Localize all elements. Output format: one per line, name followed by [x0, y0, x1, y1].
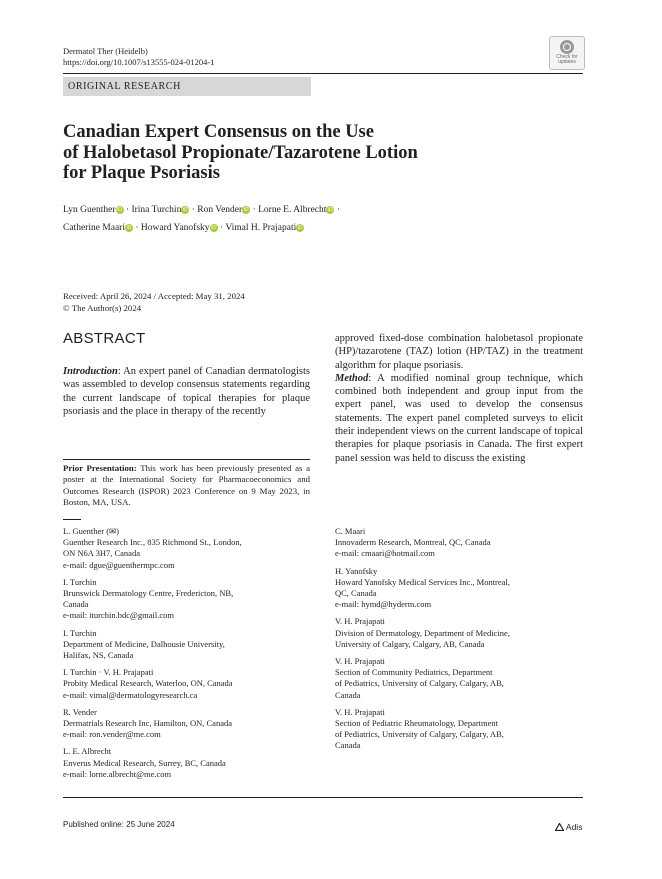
published-date: Published online: 25 June 2024	[63, 820, 175, 829]
aff-author: C. Maari	[335, 526, 366, 536]
check-updates-icon	[560, 40, 574, 54]
aff-author: L. Guenther (✉)	[63, 526, 119, 536]
aff-author: I. Turchin · V. H. Prajapati	[63, 667, 154, 678]
author-name[interactable]: Howard Yanofsky	[140, 223, 210, 233]
affiliation	[335, 616, 585, 650]
badge-line1: Check for	[556, 54, 578, 60]
author-name[interactable]: Irina Turchin	[131, 205, 182, 215]
copyright-notice: © The Author(s) 2024	[63, 302, 142, 313]
aff-line: Section of Pediatric Rheumatology, Department	[335, 718, 499, 729]
orcid-icon[interactable]: iD	[182, 207, 188, 213]
doi-link[interactable]: https://doi.org/10.1007/s13555-024-01204-1	[63, 57, 215, 67]
prior-text: This work has been previously presented as a poster at the International Society for Pharmacoeconomics and Outcomes Research (ISPOR) 2023 Conference on 9 May 2023, in Boston, MA, USA.	[63, 463, 311, 507]
author-name[interactable]: Lorne E. Albrecht	[258, 205, 327, 215]
header-rule	[63, 73, 583, 74]
aff-line: Dermatrials Research Inc, Hamilton, ON, Canada	[63, 718, 232, 729]
affiliation	[63, 577, 323, 622]
aff-line: Division of Dermatology, Department of Medicine,	[335, 627, 510, 638]
aff-author: L. E. Albrecht	[63, 746, 112, 757]
affiliation	[63, 746, 323, 780]
aff-line: Halifax, NS, Canada	[63, 650, 134, 661]
affiliations-left	[63, 526, 323, 786]
orcid-icon[interactable]: iD	[126, 225, 132, 231]
aff-email[interactable]: e-mail: ron.vender@me.com	[63, 729, 161, 740]
aff-line: Probity Medical Research, Waterloo, ON, Canada	[63, 678, 233, 689]
abstract-heading: ABSTRACT	[63, 330, 146, 347]
affiliation	[335, 707, 585, 752]
affiliations-right	[335, 526, 585, 758]
affiliations-rule	[63, 519, 81, 520]
aff-line: Section of Community Pediatrics, Department	[335, 667, 493, 678]
aff-author: H. Yanofsky	[335, 565, 378, 576]
aff-email[interactable]: e-mail: lorne.albrecht@me.com	[63, 768, 172, 779]
separator: ·	[191, 205, 195, 215]
affiliation	[335, 526, 585, 560]
aff-line: Canada	[335, 689, 361, 700]
separator: ·	[336, 205, 340, 215]
title-line: of Halobetasol Propionate/Tazarotene Lotion	[63, 142, 418, 163]
affiliation	[63, 667, 323, 701]
aff-line: University of Calgary, Calgary, AB, Canada	[335, 638, 485, 649]
author-name[interactable]: Catherine Maari	[63, 223, 125, 233]
received-accepted-dates: Received: April 26, 2024 / Accepted: May 31, 2024	[63, 291, 245, 301]
orcid-icon[interactable]: iD	[211, 225, 216, 231]
aff-author: V. H. Prajapati	[335, 706, 385, 717]
footer-rule	[63, 797, 583, 798]
aff-author: R. Vender	[63, 706, 97, 717]
orcid-icon[interactable]: iD	[297, 225, 303, 231]
method-label: Method	[335, 372, 369, 384]
affiliation	[63, 628, 323, 662]
abstract-method	[335, 372, 583, 465]
author-list	[63, 201, 533, 237]
publisher-logo	[555, 822, 582, 832]
separator: ·	[125, 205, 130, 215]
aff-email[interactable]: e-mail: hymd@hyderm.com	[335, 599, 432, 610]
aff-line: of Pediatrics, University of Calgary, Calgary, AB,	[335, 678, 504, 689]
affiliation	[335, 566, 585, 611]
separator: ·	[219, 223, 224, 233]
abstract-paragraph: approved fixed-dose combination halobetasol propionate (HP)/tazarotene (TAZ) lotion (HP/TAZ) in the treatment algorithm for plaque psoriasis.	[335, 333, 583, 371]
divider	[63, 459, 310, 460]
aff-author: V. H. Prajapati	[335, 656, 385, 667]
aff-author: I. Turchin	[63, 576, 97, 587]
aff-email[interactable]: e-mail: iturchin.bdc@gmail.com	[63, 610, 174, 621]
aff-line: ON N6A 3H7, Canada	[63, 548, 140, 559]
aff-line: Enverus Medical Research, Surrey, BC, Canada	[63, 757, 226, 768]
article-type-tag: ORIGINAL RESEARCH	[63, 77, 311, 96]
aff-line: QC, Canada	[335, 588, 377, 599]
journal-header	[63, 46, 214, 68]
aff-line: Department of Medicine, Dalhousie University,	[63, 638, 225, 649]
author-name[interactable]: Lyn Guenther	[63, 205, 116, 215]
aff-line: Canada	[63, 599, 89, 610]
aff-line: Brunswick Dermatology Centre, Fredericton, NB,	[63, 588, 234, 599]
aff-line: Canada	[335, 740, 361, 751]
abstract-continued	[335, 332, 583, 465]
orcid-icon[interactable]: iD	[328, 207, 333, 213]
aff-email[interactable]: e-mail: vimal@dermatologyresearch.ca	[63, 689, 198, 700]
badge-line2: updates	[558, 59, 576, 65]
method-text: : A modified nominal group technique, which combined both independent and group input from the expert panel, was used to develop the consensus statements. The expert panel completed surveys to elicit their independent views on the current landscape of topical therapies for plaque psoriasis in Canada. The first expert panel session was held to discuss the existing	[335, 372, 583, 464]
separator: ·	[135, 223, 139, 233]
article-dates	[63, 291, 245, 314]
separator: ·	[252, 205, 256, 215]
intro-text: : An expert panel of Canadian dermatologists was assembled to develop consensus statements regarding the current landscape of topical therapies for plaque psoriasis and the place in therapy of the recently	[63, 366, 310, 417]
prior-presentation-note	[63, 463, 310, 508]
author-name[interactable]: Vimal H. Prajapati	[225, 223, 297, 233]
prior-label: Prior Presentation:	[63, 463, 137, 473]
abstract-introduction	[63, 365, 310, 418]
affiliation	[335, 656, 585, 701]
intro-label: Introduction	[63, 366, 118, 377]
article-title	[63, 122, 503, 184]
journal-name: Dermatol Ther (Heidelb)	[63, 46, 148, 56]
aff-email[interactable]: e-mail: dgue@guenthermpc.com	[63, 559, 175, 570]
aff-author: I. Turchin	[63, 627, 97, 638]
aff-line: Innovaderm Research, Montreal, QC, Canada	[335, 537, 491, 548]
check-for-updates-badge[interactable]	[549, 36, 585, 70]
triangle-logo-icon	[555, 823, 564, 831]
aff-line: of Pediatrics, University of Calgary, Calgary, AB,	[335, 729, 504, 740]
aff-author: V. H. Prajapati	[335, 616, 385, 627]
publisher-name: Adis	[565, 822, 583, 832]
title-line: for Plaque Psoriasis	[63, 163, 220, 183]
aff-line: Guenther Research Inc., 835 Richmond St., London,	[63, 537, 242, 548]
title-line: Canadian Expert Consensus on the Use	[63, 122, 374, 142]
affiliation	[63, 707, 323, 741]
orcid-icon[interactable]: iD	[243, 207, 249, 213]
orcid-icon[interactable]: iD	[117, 207, 122, 213]
aff-line: Howard Yanofsky Medical Services Inc., Montreal,	[335, 576, 510, 587]
author-name[interactable]: Ron Vender	[197, 205, 243, 215]
aff-email[interactable]: e-mail: cmaari@hotmail.com	[335, 548, 435, 559]
affiliation	[63, 526, 323, 571]
